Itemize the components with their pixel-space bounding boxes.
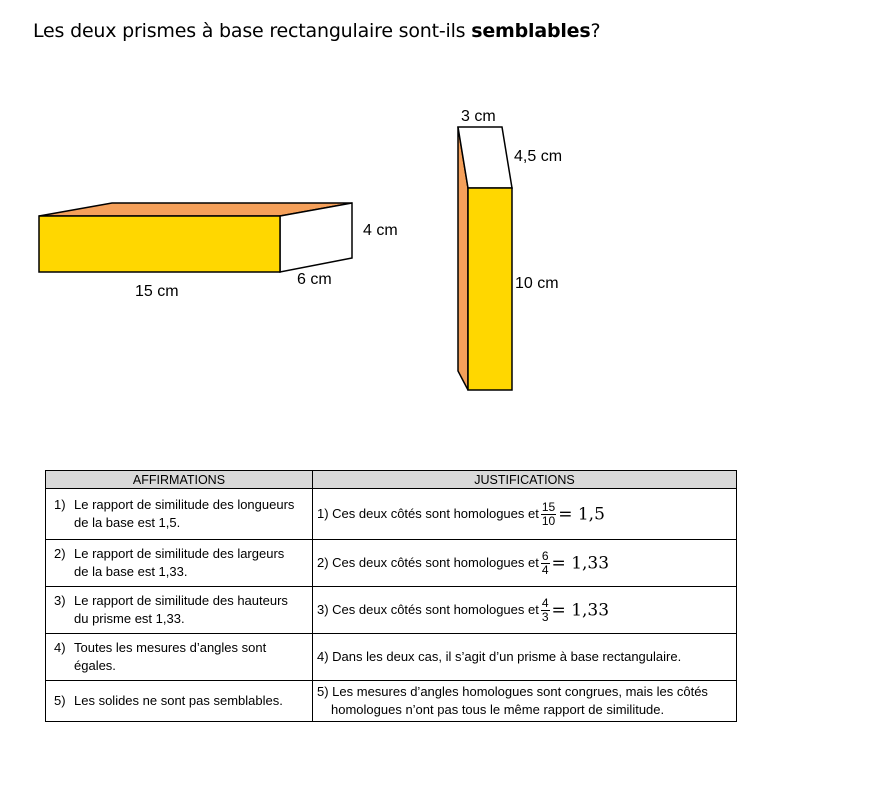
prism2-front-face (468, 188, 512, 390)
prism2-width-label: 4,5 cm (514, 148, 563, 165)
fraction-denominator: 3 (541, 609, 549, 624)
row-number: 1) (54, 497, 66, 512)
table-row (46, 587, 737, 634)
row-number: 2) (54, 546, 66, 561)
justification-text: 1) Ces deux côtés sont homologues et (317, 505, 539, 521)
affirmation-cell (46, 540, 313, 587)
affirmation-text: Toutes les mesures d’angles sont égales. (74, 640, 267, 673)
prism-horizontal (39, 203, 398, 300)
justification-text: 5) Les mesures d’angles homologues sont congrues, mais les côtés homologues n’ont pas tous le même rapport de similitude. (317, 684, 708, 717)
fraction-numerator: 15 (541, 499, 556, 514)
justification-cell (313, 587, 737, 634)
fraction (541, 597, 550, 624)
question-suffix: ? (590, 20, 601, 42)
ratio-result: = 1,5 (558, 504, 605, 524)
affirmation-text: Le rapport de similitude des largeurs de la base est 1,33. (74, 546, 285, 579)
table-row (46, 540, 737, 587)
header-justifications: JUSTIFICATIONS (313, 471, 737, 489)
prism2-length-label: 10 cm (515, 275, 559, 292)
affirmation-cell (46, 489, 313, 540)
justification-text: 4) Dans les deux cas, il s’agit d’un prisme à base rectangulaire. (317, 649, 682, 664)
fraction-denominator: 4 (541, 562, 549, 577)
prism1-height-label: 4 cm (363, 222, 398, 239)
prism-vertical (458, 108, 562, 390)
ratio-result: = 1,33 (551, 553, 610, 573)
fraction-numerator: 4 (541, 595, 549, 610)
row-number: 3) (54, 593, 66, 608)
table-header-row (46, 471, 737, 489)
justification-cell (313, 489, 737, 540)
prism1-width-label: 6 cm (297, 271, 332, 288)
fraction-denominator: 10 (541, 513, 556, 528)
question-bold: semblables (471, 20, 591, 42)
prism1-side-face (280, 203, 352, 272)
affirmation-cell (46, 634, 313, 681)
row-number: 4) (54, 640, 66, 655)
ratio-result: = 1,33 (551, 600, 610, 620)
table-row (46, 681, 737, 722)
justification-cell (313, 681, 737, 722)
justification-text: 2) Ces deux côtés sont homologues et (317, 554, 539, 570)
affirmation-cell (46, 587, 313, 634)
fraction (541, 550, 550, 577)
table-row (46, 634, 737, 681)
justification-cell (313, 540, 737, 587)
question-prefix: Les deux prismes à base rectangulaire sont-ils (33, 20, 472, 42)
affirmations-table (45, 470, 737, 722)
affirmation-text: Le rapport de similitude des hauteurs du prisme est 1,33. (74, 593, 288, 626)
prism2-top-label: 3 cm (461, 108, 496, 125)
row-number: 5) (54, 693, 66, 708)
fraction (541, 501, 556, 528)
prism1-length-label: 15 cm (135, 283, 179, 300)
table-row (46, 489, 737, 540)
justification-text: 3) Ces deux côtés sont homologues et (317, 601, 539, 617)
affirmation-cell (46, 681, 313, 722)
prism1-front-face (39, 216, 280, 272)
header-affirmations: AFFIRMATIONS (46, 471, 313, 489)
prism2-top-face (458, 127, 512, 188)
affirmation-text: Le rapport de similitude des longueurs de la base est 1,5. (74, 497, 295, 530)
fraction-numerator: 6 (541, 548, 549, 563)
justification-cell (313, 634, 737, 681)
affirmation-text: Les solides ne sont pas semblables. (74, 693, 283, 708)
